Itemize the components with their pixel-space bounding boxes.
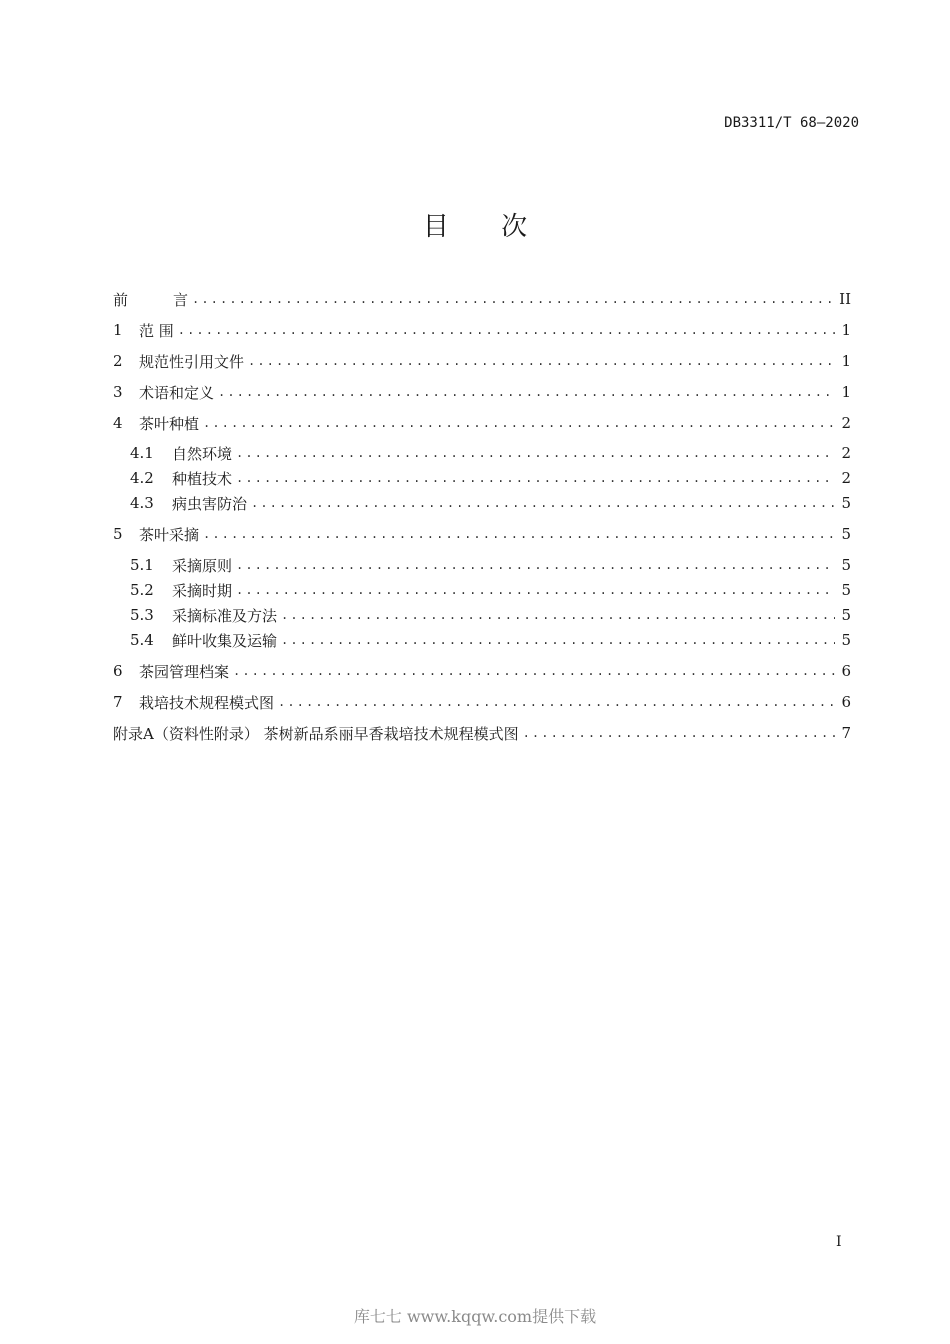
toc-entry-page: 1 <box>841 352 851 370</box>
toc-entry-page: 1 <box>841 321 851 339</box>
toc-entry-label: 术语和定义 <box>139 383 215 402</box>
toc-entry-label: 采摘时期 <box>172 581 233 600</box>
toc-entry-page: II <box>839 290 851 308</box>
toc-entry[interactable] <box>130 466 851 490</box>
toc-entry[interactable] <box>113 721 851 745</box>
toc-entry-page: 6 <box>841 662 851 680</box>
toc-leader-dots <box>281 633 835 647</box>
toc-entry-label: 规范性引用文件 <box>139 352 245 371</box>
toc-entry[interactable] <box>130 491 851 515</box>
toc-entry[interactable] <box>113 690 851 714</box>
toc-entry[interactable] <box>130 441 851 465</box>
toc-leader-dots <box>178 323 835 337</box>
toc-entry[interactable] <box>130 553 851 577</box>
toc-leader-dots <box>251 496 835 510</box>
toc-entry-number: 7 <box>113 693 123 711</box>
toc-entry-number: 6 <box>113 662 123 680</box>
toc-leader-dots <box>248 354 835 368</box>
toc-leader-dots <box>203 527 835 541</box>
toc-entry[interactable] <box>113 349 851 373</box>
toc-leader-dots <box>192 292 833 306</box>
toc-entry[interactable] <box>113 380 851 404</box>
toc-entry-number: 前 <box>113 290 129 309</box>
toc-entry-number: 3 <box>113 383 123 401</box>
toc-leader-dots <box>218 385 835 399</box>
toc-entry[interactable] <box>113 287 851 311</box>
toc-entry-page: 1 <box>841 383 851 401</box>
page-number: I <box>836 1234 842 1250</box>
toc-entry-label: 自然环境 <box>172 444 233 463</box>
toc-entry-label: 言 <box>173 290 189 309</box>
toc-entry-page: 2 <box>841 469 851 487</box>
toc-entry-label: 附录A（资料性附录） 茶树新品系丽早香栽培技术规程模式图 <box>113 724 519 743</box>
toc-entry-number: 4.3 <box>130 494 154 512</box>
toc-entry-label: 茶叶种植 <box>139 414 200 433</box>
toc-entry-number: 4.1 <box>130 444 154 462</box>
toc-entry[interactable] <box>130 628 851 652</box>
toc-entry[interactable] <box>113 522 851 546</box>
toc-entry-page: 2 <box>841 444 851 462</box>
toc-entry-label: 病虫害防治 <box>172 494 248 513</box>
watermark: 库七七 www.kqqw.com提供下载 <box>353 1307 597 1326</box>
toc-entry-number: 5.3 <box>130 606 154 624</box>
toc-entry-number: 2 <box>113 352 123 370</box>
toc-entry-number: 5.4 <box>130 631 154 649</box>
toc-entry-page: 5 <box>841 494 851 512</box>
toc-entry-label: 栽培技术规程模式图 <box>139 693 275 712</box>
toc-entry-number: 5 <box>113 525 123 543</box>
toc-entry-number: 1 <box>113 321 123 339</box>
toc-entry-label: 茶叶采摘 <box>139 525 200 544</box>
toc-entry-number: 4 <box>113 414 123 432</box>
toc-entry-page: 5 <box>841 581 851 599</box>
toc-entry[interactable] <box>130 603 851 627</box>
toc-entry-label: 鲜叶收集及运输 <box>172 631 278 650</box>
toc-entry-label: 采摘原则 <box>172 556 233 575</box>
toc-entry-number: 5.1 <box>130 556 154 574</box>
toc-entry-number: 5.2 <box>130 581 154 599</box>
toc-leader-dots <box>236 446 835 460</box>
toc-leader-dots <box>523 726 835 740</box>
document-code: DB3311/T 68—2020 <box>724 115 859 131</box>
toc-entry-page: 5 <box>841 606 851 624</box>
toc-leader-dots <box>278 695 835 709</box>
toc-entry-label: 茶园管理档案 <box>139 662 230 681</box>
toc-title: 目 次 <box>422 212 550 242</box>
toc-entry-page: 5 <box>841 631 851 649</box>
toc-entry[interactable] <box>113 318 851 342</box>
toc-leader-dots <box>236 583 835 597</box>
toc-entry-label: 范 围 <box>139 321 174 340</box>
toc-entry[interactable] <box>113 411 851 435</box>
toc-leader-dots <box>281 608 835 622</box>
toc-leader-dots <box>203 416 835 430</box>
toc-leader-dots <box>233 664 835 678</box>
toc-leader-dots <box>236 471 835 485</box>
toc-entry-number: 4.2 <box>130 469 154 487</box>
toc-entry-page: 7 <box>841 724 851 742</box>
toc-entry[interactable] <box>113 659 851 683</box>
toc-entry-label: 种植技术 <box>172 469 233 488</box>
toc-entry[interactable] <box>130 578 851 602</box>
toc-entry-page: 2 <box>841 414 851 432</box>
toc-entry-page: 6 <box>841 693 851 711</box>
toc-entry-label: 采摘标准及方法 <box>172 606 278 625</box>
toc-leader-dots <box>236 558 835 572</box>
toc-entry-page: 5 <box>841 525 851 543</box>
toc-entry-page: 5 <box>841 556 851 574</box>
